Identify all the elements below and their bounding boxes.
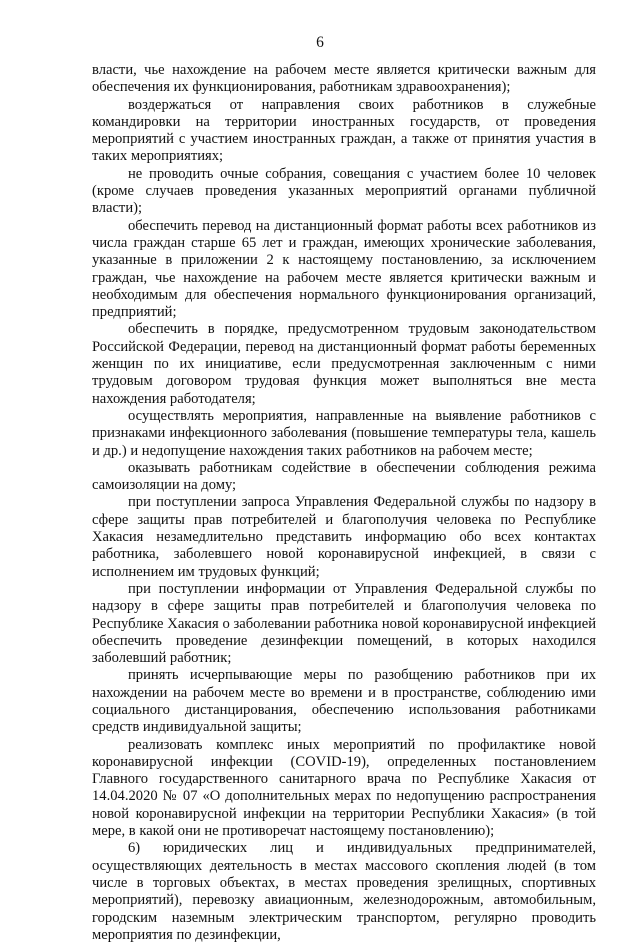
paragraph: при поступлении информации от Управления Федеральной службы по надзору в сфере защиты прав потребителей и благополучия человека по Республике Хакасия о заболевании работника новой коронавирусной инфекцией обеспечить проведение дезинфекции помещений, в которых находился заболевший работник; bbox=[92, 580, 596, 667]
paragraph: реализовать комплекс иных мероприятий по профилактике новой коронавирусной инфекции (COVID-19), определенных постановлением Главного государственного санитарного врача по Республике Хакасия от 14.04.2020 № 07 «О дополнительных мерах по недопущению распространения новой коронавирусной инфекции на территории Республики Хакасия» (в той мере, в какой они не противоречат настоящему постановлению); bbox=[92, 736, 596, 840]
paragraph: обеспечить в порядке, предусмотренном трудовым законодательством Российской Федерации, перевод на дистанционный формат работы беременных женщин по их инициативе, если предусмотренная заключенным с ними трудовым договором трудовая функция может выполняться вне места нахождения работодателя; bbox=[92, 321, 596, 407]
paragraph: воздержаться от направления своих работников в служебные командировки на территории иностранных государств, от проведения мероприятий с участием иностранных граждан, а также от принятия участия в таких мероприятиях; bbox=[92, 96, 596, 165]
paragraph: не проводить очные собрания, совещания с участием более 10 человек (кроме случаев проведения указанных мероприятий органами публичной власти); bbox=[92, 165, 596, 217]
paragraph: принять исчерпывающие меры по разобщению работников при их нахождении на рабочем месте во времени и в пространстве, соблюдению ими социального дистанцирования, обеспечению использования работниками средств индивидуальной защиты; bbox=[92, 667, 596, 736]
paragraph: обеспечить перевод на дистанционный формат работы всех работников из числа граждан старше 65 лет и граждан, имеющих хронические заболевания, указанные в приложении 2 к настоящему постановлению, за исключением граждан, чье нахождение на рабочем месте является критически важным и необходимым для обеспечения нормального функционирования организаций, предприятий; bbox=[92, 217, 596, 321]
paragraph: оказывать работникам содействие в обеспечении соблюдения режима самоизоляции на дому; bbox=[92, 459, 596, 494]
paragraph: осуществлять мероприятия, направленные на выявление работников с признаками инфекционного заболевания (повышение температуры тела, кашель и др.) и недопущение нахождения таких работников на рабочем месте; bbox=[92, 407, 596, 459]
paragraph: 6) юридических лиц и индивидуальных предпринимателей, осуществляющих деятельность в местах массового скопления людей (в том числе в торговых объектах, в местах проведения зрелищных, спортивных мероприятий), перевозку авиационным, железнодорожным, автомобильным, городским наземным электрическим транспортом, регулярно проводить мероприятия по дезинфекции, bbox=[92, 840, 596, 943]
body-text bbox=[92, 62, 596, 944]
paragraph: власти, чье нахождение на рабочем месте является критически важным для обеспечения их функционирования, работникам здравоохранения); bbox=[92, 62, 596, 96]
paragraph: при поступлении запроса Управления Федеральной службы по надзору в сфере защиты прав потребителей и благополучия человека по Республике Хакасия незамедлительно представить информацию обо всех контактах работника, заболевшего новой коронавирусной инфекцией, в связи с исполнением им трудовых функций; bbox=[92, 494, 596, 580]
page-number: 6 bbox=[316, 34, 324, 51]
